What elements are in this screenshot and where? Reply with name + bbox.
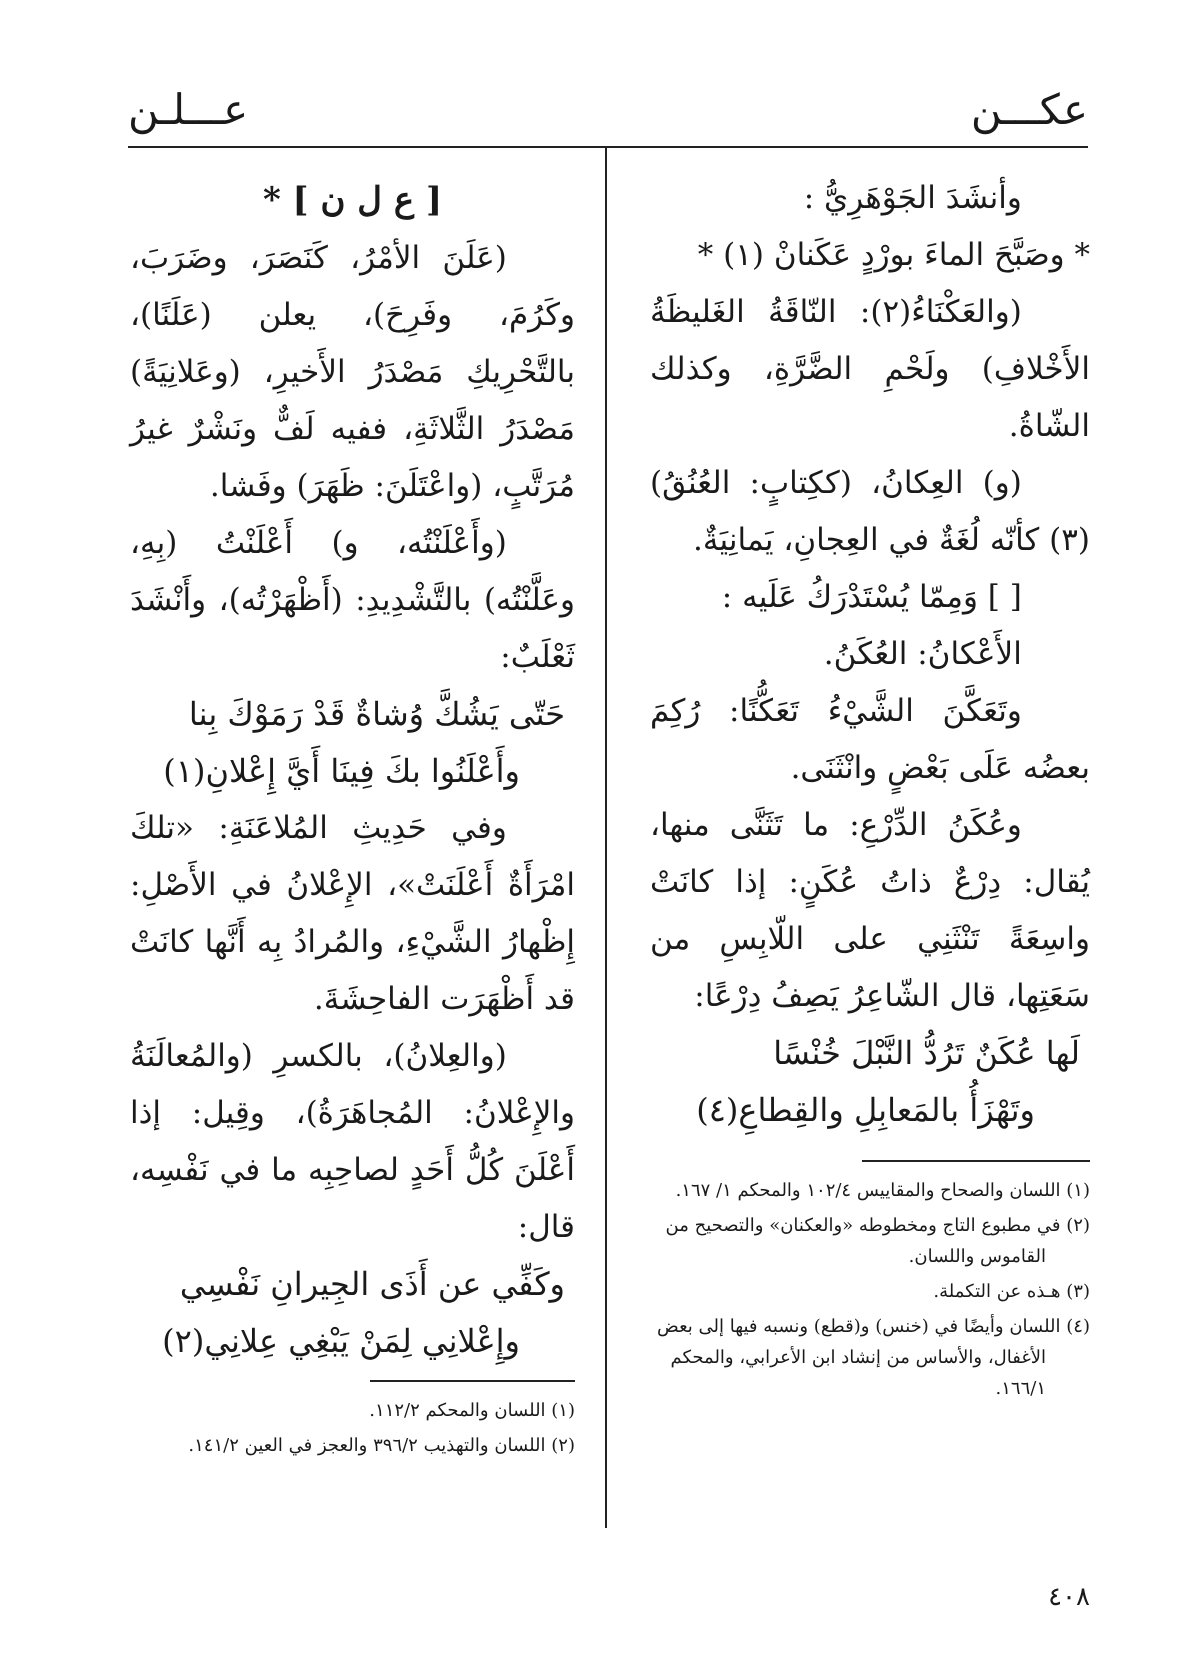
right-line-7: وتَعَكَّنَ الشَّيْءُ تَعَكُّنًا: رُكِمَ بعضُه عَلَى بَعْضٍ وانْثَنَى.	[650, 693, 1090, 786]
right-verse-2: وتَهْزَأُ بالمَعابِلِ والقِطاعِ(٤)	[696, 1091, 1035, 1129]
right-footnote-1: (١) اللسان والصحاح والمقاييس ١٠٢/٤ والمحكم ١/ ١٦٧.	[675, 1180, 1090, 1201]
left-verse-2b: وإِعْلانِي لِمَنْ يَبْغِي عِلانِي(٢)	[162, 1322, 520, 1360]
column-divider	[605, 148, 607, 1528]
left-verse-1a: حَتّى يَشُكَّ وُشاةٌ قَدْ رَمَوْكَ بِنا	[188, 695, 565, 733]
right-footnote-4: (٤) اللسان وأيضًا في (خنس) و(قطع) ونسبه فيها إلى بعض الأغفال، والأساس من إنشاد ابن الأعرابي، والمحكم ١٦٦/١.	[657, 1316, 1090, 1399]
header-left-word: عـــلـن	[128, 85, 249, 134]
entry-heading: [ ع ل ن ] *	[262, 180, 443, 220]
right-footnotes	[650, 1175, 1090, 1408]
right-line-4: (و) العِكانُ، (ككِتابٍ: العُنُقُ)(٣) كأنّه لُغَةٌ في العِجانِ، يَمانِيَةٌ.	[650, 465, 1090, 558]
right-footnote-rule	[862, 1160, 1090, 1162]
left-verse-1b: وأَعْلَنُوا بكَ فِينَا أَيَّ إِعْلانِ(١)	[163, 752, 520, 790]
right-line-8: وعُكَنُ الدِّرْعِ: ما تَثَنَّى منها، يُقال: دِرْعٌ ذاتُ عُكَنٍ: إذا كانَتْ واسِعَةً تَنْثَنِي على اللّابِسِ من سَعَتِها، قال الشّاعِرُ يَصِفُ دِرْعًا:	[650, 807, 1090, 1014]
right-footnote-2: (٢) في مطبوع التاج ومخطوطه «والعكنان» والتصحيح من القاموس واللسان.	[665, 1215, 1090, 1267]
left-verse-2a: وكَفِّي عن أَذَى الجِيرانِ نَفْسِي	[179, 1265, 565, 1303]
right-line-1: وأنشَدَ الجَوْهَرِيُّ :	[803, 180, 1022, 216]
left-paragraph-4: (والعِلانُ)، بالكسرِ (والمُعالَنَةُ والإِعْلانُ: المُجاهَرَةُ)، وقِيل: إذا أَعْلَنَ كُلُّ أَحَدٍ لصاحِبِه ما في نَفْسِه، قال:	[130, 1038, 575, 1245]
right-line-6: الأَعْكانُ: العُكَنُ.	[823, 636, 1022, 672]
right-line-5: [ ] وَمِمّا يُسْتَدْرَكُ عَلَيه :	[721, 579, 1022, 615]
right-line-2: * وصَبَّحَ الماءَ بورْدٍ عَكَنانْ (١) *	[697, 237, 1090, 273]
left-paragraph-1: (عَلَنَ الأمْرُ، كَنَصَرَ، وضَرَبَ، وكَرُمَ، وفَرِحَ)، يعلن (عَلَنًا)، بالتَّحْرِيكِ مَصْدَرُ الأَخيرِ، (وعَلانِيَةً) مَصْدَرُ الثَّلاثَةِ، ففيه لَفٌّ ونَشْرٌ غيرُ مُرَتَّبٍ، (واعْتَلَنَ: ظَهَرَ) وفَشا.	[130, 240, 575, 504]
left-footnote-rule	[370, 1380, 575, 1382]
left-column	[130, 170, 575, 1370]
header-rule	[128, 146, 1088, 148]
left-footnotes	[130, 1395, 575, 1465]
left-footnote-1: (١) اللسان والمحكم ١١٢/٢.	[369, 1400, 575, 1421]
right-footnote-3: (٣) هـذه عن التكملة.	[933, 1281, 1090, 1302]
left-footnote-2: (٢) اللسان والتهذيب ٣٩٦/٢ والعجز في العين ١٤١/٢.	[188, 1435, 575, 1456]
running-header	[128, 62, 1088, 142]
left-paragraph-3: وفي حَدِيثِ المُلاعَنَةِ: «تلكَ امْرَأَةٌ أَعْلَنَتْ»، الإِعْلانُ في الأَصْلِ: إِظْهارُ الشَّيْءِ، والمُرادُ بِه أَنَّها كانَتْ قد أَظْهَرَت الفاحِشَةَ.	[130, 810, 575, 1017]
right-line-3: (والعَكْنَاءُ(٢): النّاقَةُ الغَليظَةُ الأَخْلافِ) ولَحْمِ الضَّرَّةِ، وكذلك الشّاةُ.	[650, 294, 1090, 444]
right-verse-1: لَها عُكَنٌ تَرُدُّ النَّبْلَ خُنْسًا	[773, 1034, 1080, 1072]
page-number: ٤٠٨	[1048, 1582, 1090, 1612]
header-right-word: عكـــن	[970, 85, 1088, 134]
left-paragraph-2: (وأَعْلَنْتُه، و) أَعْلَنْتُ (بِهِ، وعَلَّنْتُه) بالتَّشْدِيدِ: (أَظْهَرْتُه)، وأَنْشَدَ ثَعْلَبٌ:	[130, 525, 575, 675]
right-column	[650, 170, 1090, 1139]
